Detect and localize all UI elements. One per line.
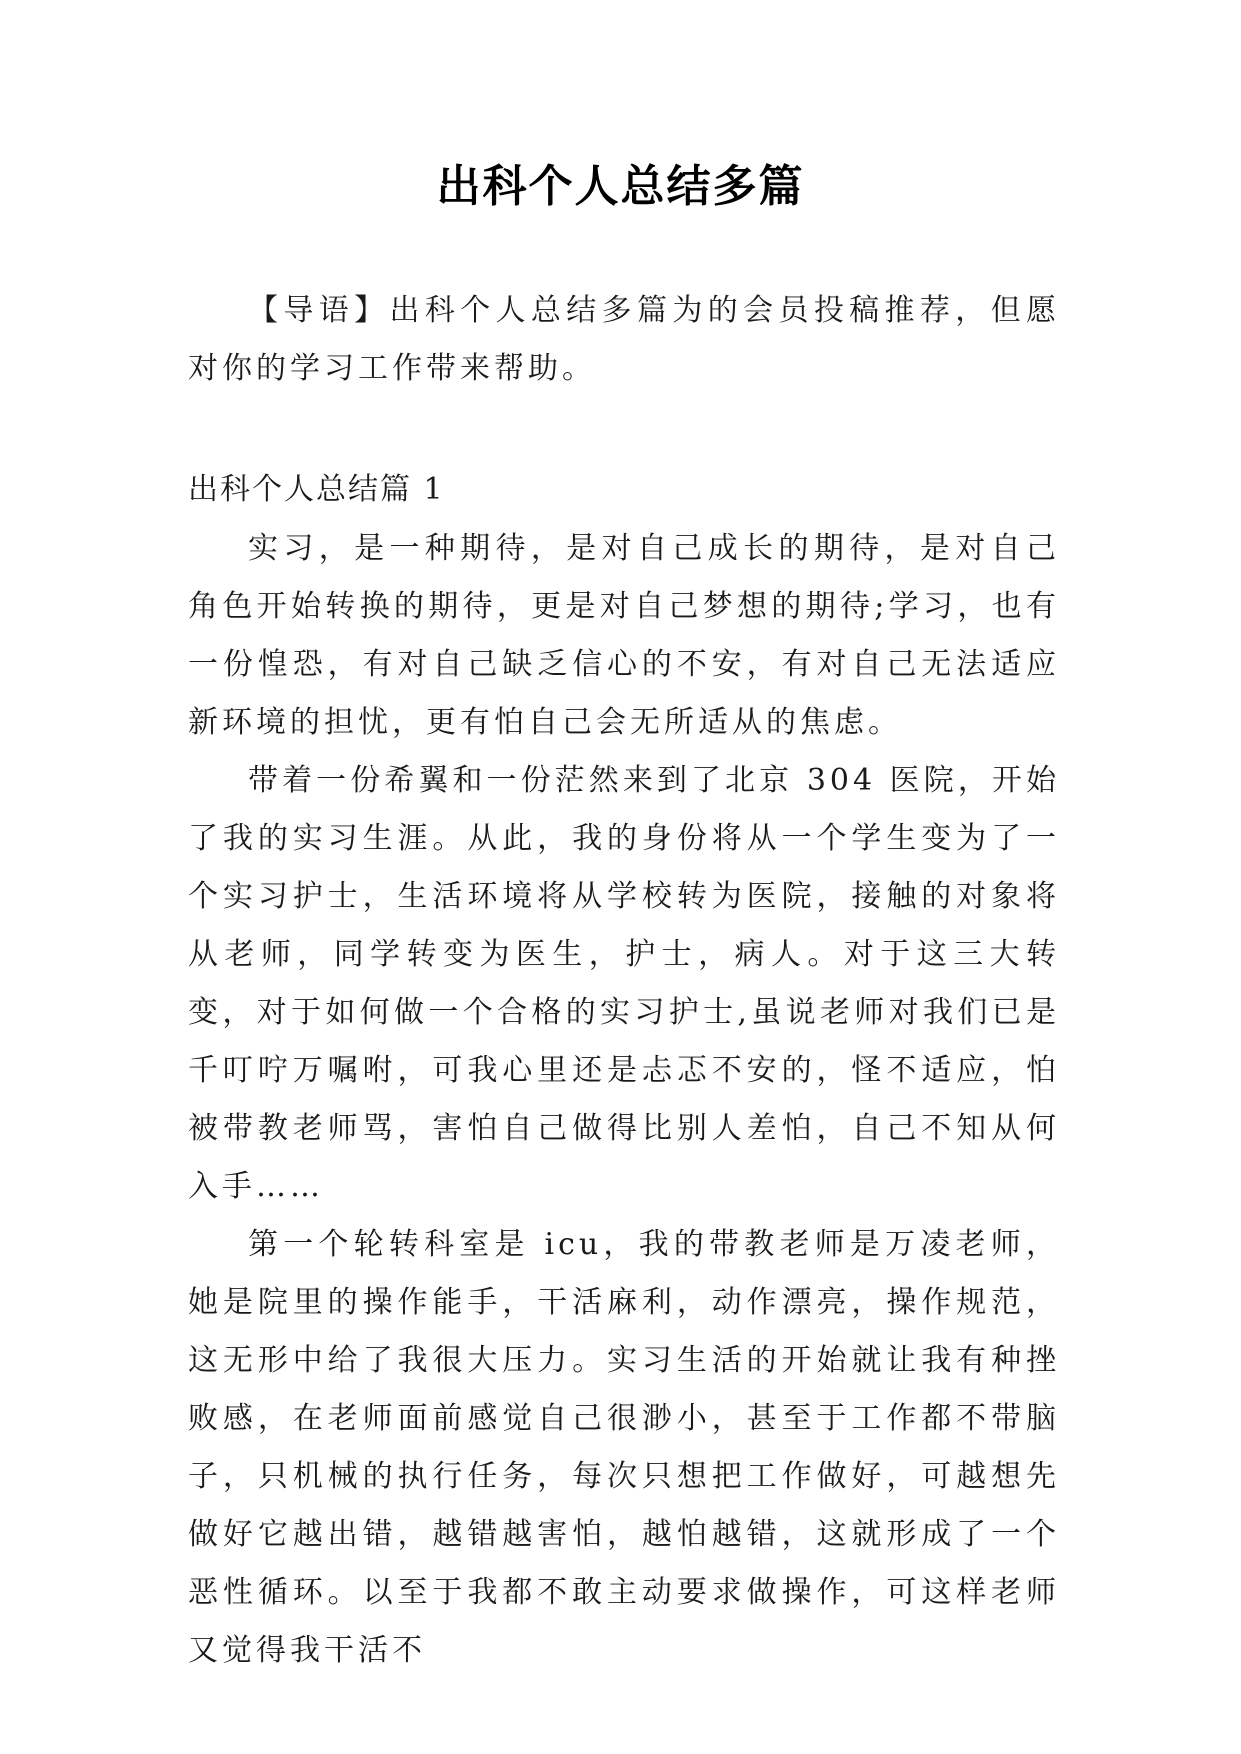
intro-block (188, 282, 1060, 398)
intro-paragraph: 【导语】出科个人总结多篇为的会员投稿推荐，但愿对你的学习工作带来帮助。 (188, 293, 1060, 386)
body-paragraph: 带着一份希翼和一份茫然来到了北京 304 医院，开始了我的实习生涯。从此，我的身份将从一个学生变为了一个实习护士，生活环境将从学校转为医院，接触的对象将从老师，同学转变为医生，护士，病人。对于这三大转变，对于如何做一个合格的实习护士,虽说老师对我们已是千叮咛万嘱咐，可我心里还是忐忑不安的，怪不适应，怕被带教老师骂，害怕自己做得比别人差怕，自己不知从何入手…… (188, 763, 1060, 1204)
section-heading: 出科个人总结篇 1 (188, 472, 445, 507)
body-paragraph: 第一个轮转科室是 icu，我的带教老师是万凌老师，她是院里的操作能手，干活麻利，动作漂亮，操作规范，这无形中给了我很大压力。实习生活的开始就让我有种挫败感，在老师面前感觉自己很渺小，甚至于工作都不带脑子，只机械的执行任务，每次只想把工作做好，可越想先做好它越出错，越错越害怕，越怕越错，这就形成了一个恶性循环。以至于我都不敢主动要求做操作，可这样老师又觉得我干活不 (188, 1227, 1060, 1668)
document-title: 出科个人总结多篇 (436, 161, 805, 212)
body-paragraph: 实习，是一种期待，是对自己成长的期待，是对自己角色开始转换的期待，更是对自己梦想的期待;学习，也有一份惶恐，有对自己缺乏信心的不安，有对自己无法适应新环境的担忧，更有怕自己会无所适从的焦虑。 (188, 531, 1060, 740)
section-body (188, 520, 1060, 1680)
